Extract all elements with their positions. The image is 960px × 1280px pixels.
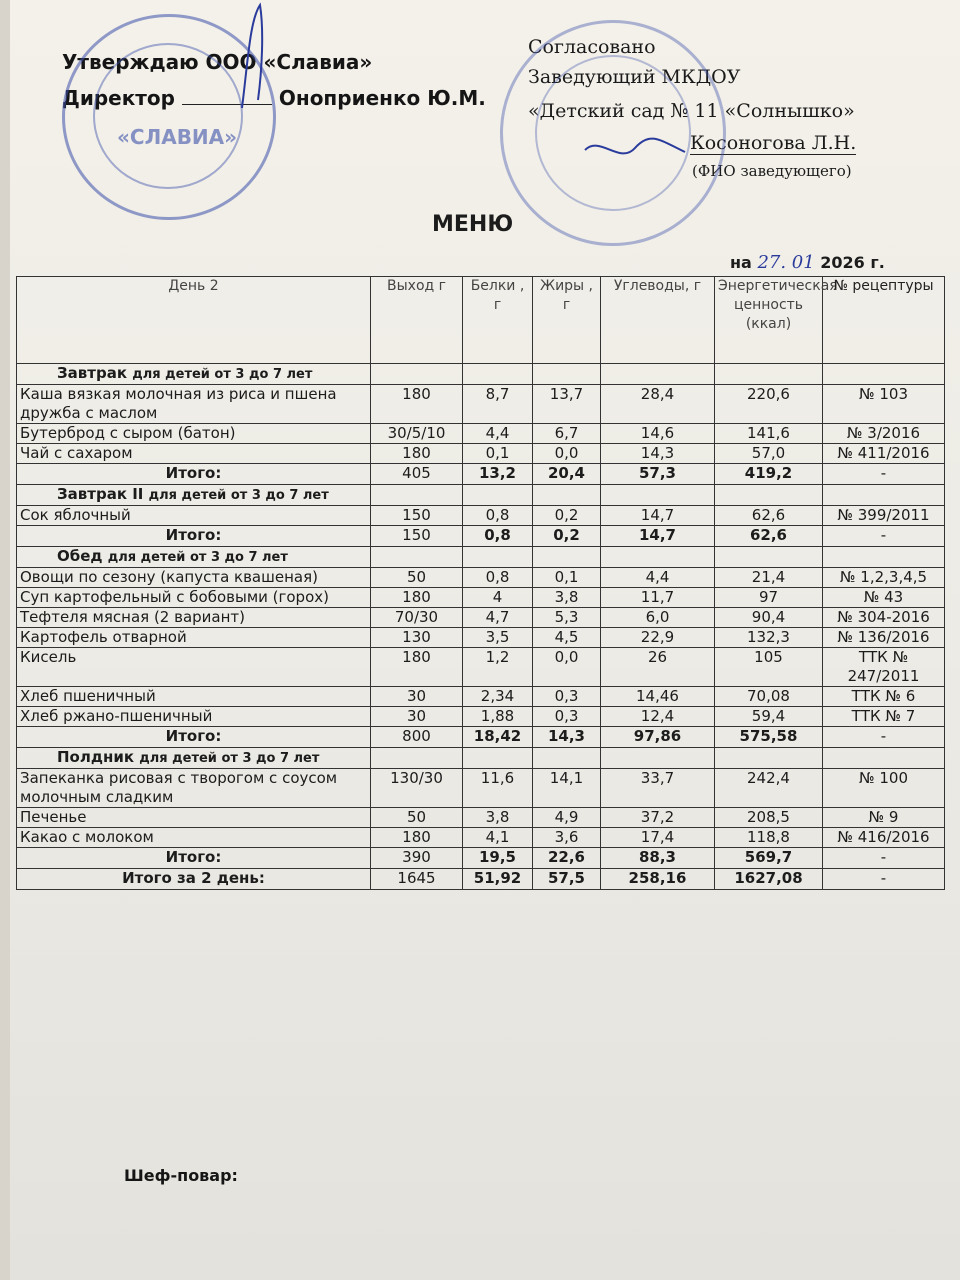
recipe-number: № 304-2016 bbox=[823, 608, 945, 628]
output-value: 180 bbox=[371, 648, 463, 687]
dish-name: Хлеб пшеничный bbox=[17, 687, 371, 707]
recipe-number: - bbox=[823, 869, 945, 890]
recipe-number: ТТК № 6 bbox=[823, 687, 945, 707]
dish-name: Бутерброд с сыром (батон) bbox=[17, 424, 371, 444]
carbs-value: 11,7 bbox=[601, 588, 715, 608]
empty-cell bbox=[463, 748, 533, 769]
proteins-value: 1,2 bbox=[463, 648, 533, 687]
dish-name: Суп картофельный с бобовыми (горох) bbox=[17, 588, 371, 608]
energy-value: 97 bbox=[715, 588, 823, 608]
energy-value: 118,8 bbox=[715, 828, 823, 848]
empty-cell bbox=[533, 748, 601, 769]
energy-value: 62,6 bbox=[715, 506, 823, 526]
output-value: 30 bbox=[371, 707, 463, 727]
energy-value: 62,6 bbox=[715, 526, 823, 547]
proteins-value: 19,5 bbox=[463, 848, 533, 869]
fats-value: 0,0 bbox=[533, 648, 601, 687]
dish-name: Сок яблочный bbox=[17, 506, 371, 526]
empty-cell bbox=[463, 485, 533, 506]
dish-name: Запеканка рисовая с творогом с соусом молочным сладким bbox=[17, 769, 371, 808]
col-recipe: № рецептуры bbox=[823, 277, 945, 364]
empty-cell bbox=[823, 485, 945, 506]
output-value: 800 bbox=[371, 727, 463, 748]
table-row bbox=[17, 687, 945, 707]
table-row bbox=[17, 608, 945, 628]
fats-value: 0,3 bbox=[533, 707, 601, 727]
recipe-number: № 416/2016 bbox=[823, 828, 945, 848]
carbs-value: 22,9 bbox=[601, 628, 715, 648]
empty-cell bbox=[601, 748, 715, 769]
dish-name: Каша вязкая молочная из риса и пшена дружба с маслом bbox=[17, 385, 371, 424]
meal-name: Завтрак II bbox=[57, 485, 149, 503]
output-value: 70/30 bbox=[371, 608, 463, 628]
proteins-value: 13,2 bbox=[463, 464, 533, 485]
fats-value: 3,6 bbox=[533, 828, 601, 848]
output-value: 130 bbox=[371, 628, 463, 648]
energy-value: 220,6 bbox=[715, 385, 823, 424]
recipe-number: № 103 bbox=[823, 385, 945, 424]
dish-name: Тефтеля мясная (2 вариант) bbox=[17, 608, 371, 628]
carbs-value: 97,86 bbox=[601, 727, 715, 748]
head-name-caption: (ФИО заведующего) bbox=[692, 162, 852, 180]
carbs-value: 33,7 bbox=[601, 769, 715, 808]
dish-name: Картофель отварной bbox=[17, 628, 371, 648]
output-value: 405 bbox=[371, 464, 463, 485]
carbs-value: 57,3 bbox=[601, 464, 715, 485]
fats-value: 22,6 bbox=[533, 848, 601, 869]
grand-total-label: Итого за 2 день: bbox=[17, 869, 371, 890]
fats-value: 13,7 bbox=[533, 385, 601, 424]
col-fats: Жиры , г bbox=[533, 277, 601, 364]
empty-cell bbox=[715, 485, 823, 506]
empty-cell bbox=[371, 485, 463, 506]
dish-name: Овощи по сезону (капуста квашеная) bbox=[17, 568, 371, 588]
empty-cell bbox=[823, 364, 945, 385]
output-value: 150 bbox=[371, 506, 463, 526]
age-group: для детей от 3 до 7 лет bbox=[107, 550, 288, 565]
proteins-value: 4,4 bbox=[463, 424, 533, 444]
output-value: 180 bbox=[371, 588, 463, 608]
table-row bbox=[17, 588, 945, 608]
output-value: 130/30 bbox=[371, 769, 463, 808]
output-value: 390 bbox=[371, 848, 463, 869]
table-row bbox=[17, 769, 945, 808]
empty-cell bbox=[601, 547, 715, 568]
table-row bbox=[17, 808, 945, 828]
fats-value: 57,5 bbox=[533, 869, 601, 890]
fats-value: 0,1 bbox=[533, 568, 601, 588]
section-total-row bbox=[17, 464, 945, 485]
proteins-value: 18,42 bbox=[463, 727, 533, 748]
company-seal: «СЛАВИА» bbox=[62, 14, 276, 220]
section-total-row bbox=[17, 848, 945, 869]
meal-name: Завтрак bbox=[57, 364, 133, 382]
carbs-value: 37,2 bbox=[601, 808, 715, 828]
recipe-number: - bbox=[823, 464, 945, 485]
fats-value: 14,1 bbox=[533, 769, 601, 808]
output-value: 150 bbox=[371, 526, 463, 547]
recipe-number: № 399/2011 bbox=[823, 506, 945, 526]
col-carbs: Углеводы, г bbox=[601, 277, 715, 364]
director-line: Директор Оноприенко Ю.М. bbox=[62, 86, 486, 110]
table-row bbox=[17, 568, 945, 588]
page-title: МЕНЮ bbox=[432, 212, 514, 237]
fats-value: 3,8 bbox=[533, 588, 601, 608]
section-header bbox=[17, 547, 945, 568]
empty-cell bbox=[371, 547, 463, 568]
meal-name: Полдник bbox=[57, 748, 140, 766]
menu-date: на 27. 01 2026 г. bbox=[730, 252, 885, 273]
carbs-value: 14,3 bbox=[601, 444, 715, 464]
table-row bbox=[17, 385, 945, 424]
energy-value: 70,08 bbox=[715, 687, 823, 707]
table-row bbox=[17, 707, 945, 727]
proteins-value: 4 bbox=[463, 588, 533, 608]
energy-value: 141,6 bbox=[715, 424, 823, 444]
fats-value: 4,5 bbox=[533, 628, 601, 648]
dish-name: Хлеб ржано-пшеничный bbox=[17, 707, 371, 727]
empty-cell bbox=[823, 748, 945, 769]
age-group: для детей от 3 до 7 лет bbox=[148, 488, 329, 503]
energy-value: 242,4 bbox=[715, 769, 823, 808]
kindergarten-name: «Детский сад № 11 «Солнышко» bbox=[528, 100, 855, 122]
recipe-number: ТТК № 7 bbox=[823, 707, 945, 727]
carbs-value: 4,4 bbox=[601, 568, 715, 588]
proteins-value: 3,5 bbox=[463, 628, 533, 648]
energy-value: 105 bbox=[715, 648, 823, 687]
proteins-value: 1,88 bbox=[463, 707, 533, 727]
output-value: 180 bbox=[371, 385, 463, 424]
recipe-number: - bbox=[823, 526, 945, 547]
section-header bbox=[17, 748, 945, 769]
recipe-number: № 1,2,3,4,5 bbox=[823, 568, 945, 588]
head-name: Косоногова Л.Н. bbox=[690, 132, 857, 154]
table-row bbox=[17, 424, 945, 444]
energy-value: 90,4 bbox=[715, 608, 823, 628]
empty-cell bbox=[715, 364, 823, 385]
table-header bbox=[17, 277, 945, 364]
recipe-number: № 3/2016 bbox=[823, 424, 945, 444]
energy-value: 59,4 bbox=[715, 707, 823, 727]
fats-value: 0,3 bbox=[533, 687, 601, 707]
dish-name: Какао с молоком bbox=[17, 828, 371, 848]
dish-name: Печенье bbox=[17, 808, 371, 828]
energy-value: 419,2 bbox=[715, 464, 823, 485]
total-label: Итого: bbox=[17, 727, 371, 748]
age-group: для детей от 3 до 7 лет bbox=[132, 367, 313, 382]
recipe-number: - bbox=[823, 727, 945, 748]
col-day: День 2 bbox=[17, 277, 371, 364]
proteins-value: 3,8 bbox=[463, 808, 533, 828]
fats-value: 20,4 bbox=[533, 464, 601, 485]
proteins-value: 0,1 bbox=[463, 444, 533, 464]
carbs-value: 28,4 bbox=[601, 385, 715, 424]
table-row bbox=[17, 648, 945, 687]
carbs-value: 88,3 bbox=[601, 848, 715, 869]
proteins-value: 0,8 bbox=[463, 526, 533, 547]
head-position: Заведующий МКДОУ bbox=[528, 66, 741, 88]
recipe-number: № 100 bbox=[823, 769, 945, 808]
section-title bbox=[17, 547, 371, 568]
table-row bbox=[17, 628, 945, 648]
table-row bbox=[17, 506, 945, 526]
energy-value: 208,5 bbox=[715, 808, 823, 828]
carbs-value: 6,0 bbox=[601, 608, 715, 628]
section-total-row bbox=[17, 727, 945, 748]
total-label: Итого: bbox=[17, 848, 371, 869]
empty-cell bbox=[533, 547, 601, 568]
recipe-number: № 9 bbox=[823, 808, 945, 828]
recipe-number: № 43 bbox=[823, 588, 945, 608]
director-signature bbox=[230, 0, 290, 110]
proteins-value: 8,7 bbox=[463, 385, 533, 424]
section-header bbox=[17, 485, 945, 506]
output-value: 30 bbox=[371, 687, 463, 707]
chef-label: Шеф-повар: bbox=[124, 1166, 238, 1185]
section-title bbox=[17, 748, 371, 769]
table-row bbox=[17, 444, 945, 464]
empty-cell bbox=[533, 485, 601, 506]
output-value: 180 bbox=[371, 444, 463, 464]
empty-cell bbox=[463, 364, 533, 385]
empty-cell bbox=[463, 547, 533, 568]
carbs-value: 12,4 bbox=[601, 707, 715, 727]
proteins-value: 4,7 bbox=[463, 608, 533, 628]
proteins-value: 0,8 bbox=[463, 568, 533, 588]
carbs-value: 258,16 bbox=[601, 869, 715, 890]
fats-value: 0,2 bbox=[533, 526, 601, 547]
dish-name: Кисель bbox=[17, 648, 371, 687]
col-output: Выход г bbox=[371, 277, 463, 364]
output-value: 180 bbox=[371, 828, 463, 848]
fats-value: 4,9 bbox=[533, 808, 601, 828]
empty-cell bbox=[533, 364, 601, 385]
carbs-value: 14,7 bbox=[601, 506, 715, 526]
output-value: 30/5/10 bbox=[371, 424, 463, 444]
empty-cell bbox=[715, 748, 823, 769]
recipe-number: № 411/2016 bbox=[823, 444, 945, 464]
carbs-value: 14,7 bbox=[601, 526, 715, 547]
agreed-label: Согласовано bbox=[528, 36, 656, 58]
age-group: для детей от 3 до 7 лет bbox=[139, 751, 320, 766]
empty-cell bbox=[371, 364, 463, 385]
energy-value: 569,7 bbox=[715, 848, 823, 869]
proteins-value: 4,1 bbox=[463, 828, 533, 848]
recipe-number: ТТК № 247/2011 bbox=[823, 648, 945, 687]
col-energy: Энергетическая ценность (ккал) bbox=[715, 277, 823, 364]
proteins-value: 0,8 bbox=[463, 506, 533, 526]
section-title bbox=[17, 364, 371, 385]
recipe-number: № 136/2016 bbox=[823, 628, 945, 648]
fats-value: 5,3 bbox=[533, 608, 601, 628]
section-total-row bbox=[17, 526, 945, 547]
output-value: 1645 bbox=[371, 869, 463, 890]
carbs-value: 26 bbox=[601, 648, 715, 687]
total-label: Итого: bbox=[17, 526, 371, 547]
carbs-value: 14,46 bbox=[601, 687, 715, 707]
energy-value: 132,3 bbox=[715, 628, 823, 648]
carbs-value: 17,4 bbox=[601, 828, 715, 848]
fats-value: 6,7 bbox=[533, 424, 601, 444]
energy-value: 21,4 bbox=[715, 568, 823, 588]
empty-cell bbox=[601, 485, 715, 506]
table-row bbox=[17, 828, 945, 848]
col-proteins: Белки , г bbox=[463, 277, 533, 364]
empty-cell bbox=[371, 748, 463, 769]
menu-table bbox=[16, 276, 945, 890]
fats-value: 0,0 bbox=[533, 444, 601, 464]
energy-value: 1627,08 bbox=[715, 869, 823, 890]
output-value: 50 bbox=[371, 568, 463, 588]
meal-name: Обед bbox=[57, 547, 108, 565]
energy-value: 57,0 bbox=[715, 444, 823, 464]
total-label: Итого: bbox=[17, 464, 371, 485]
head-signature bbox=[580, 130, 690, 170]
carbs-value: 14,6 bbox=[601, 424, 715, 444]
output-value: 50 bbox=[371, 808, 463, 828]
energy-value: 575,58 bbox=[715, 727, 823, 748]
grand-total-row bbox=[17, 869, 945, 890]
recipe-number: - bbox=[823, 848, 945, 869]
approval-line: Утверждаю ООО «Славиа» bbox=[62, 50, 373, 74]
empty-cell bbox=[823, 547, 945, 568]
proteins-value: 11,6 bbox=[463, 769, 533, 808]
section-title bbox=[17, 485, 371, 506]
section-header bbox=[17, 364, 945, 385]
dish-name: Чай с сахаром bbox=[17, 444, 371, 464]
fats-value: 0,2 bbox=[533, 506, 601, 526]
empty-cell bbox=[715, 547, 823, 568]
empty-cell bbox=[601, 364, 715, 385]
proteins-value: 2,34 bbox=[463, 687, 533, 707]
proteins-value: 51,92 bbox=[463, 869, 533, 890]
fats-value: 14,3 bbox=[533, 727, 601, 748]
